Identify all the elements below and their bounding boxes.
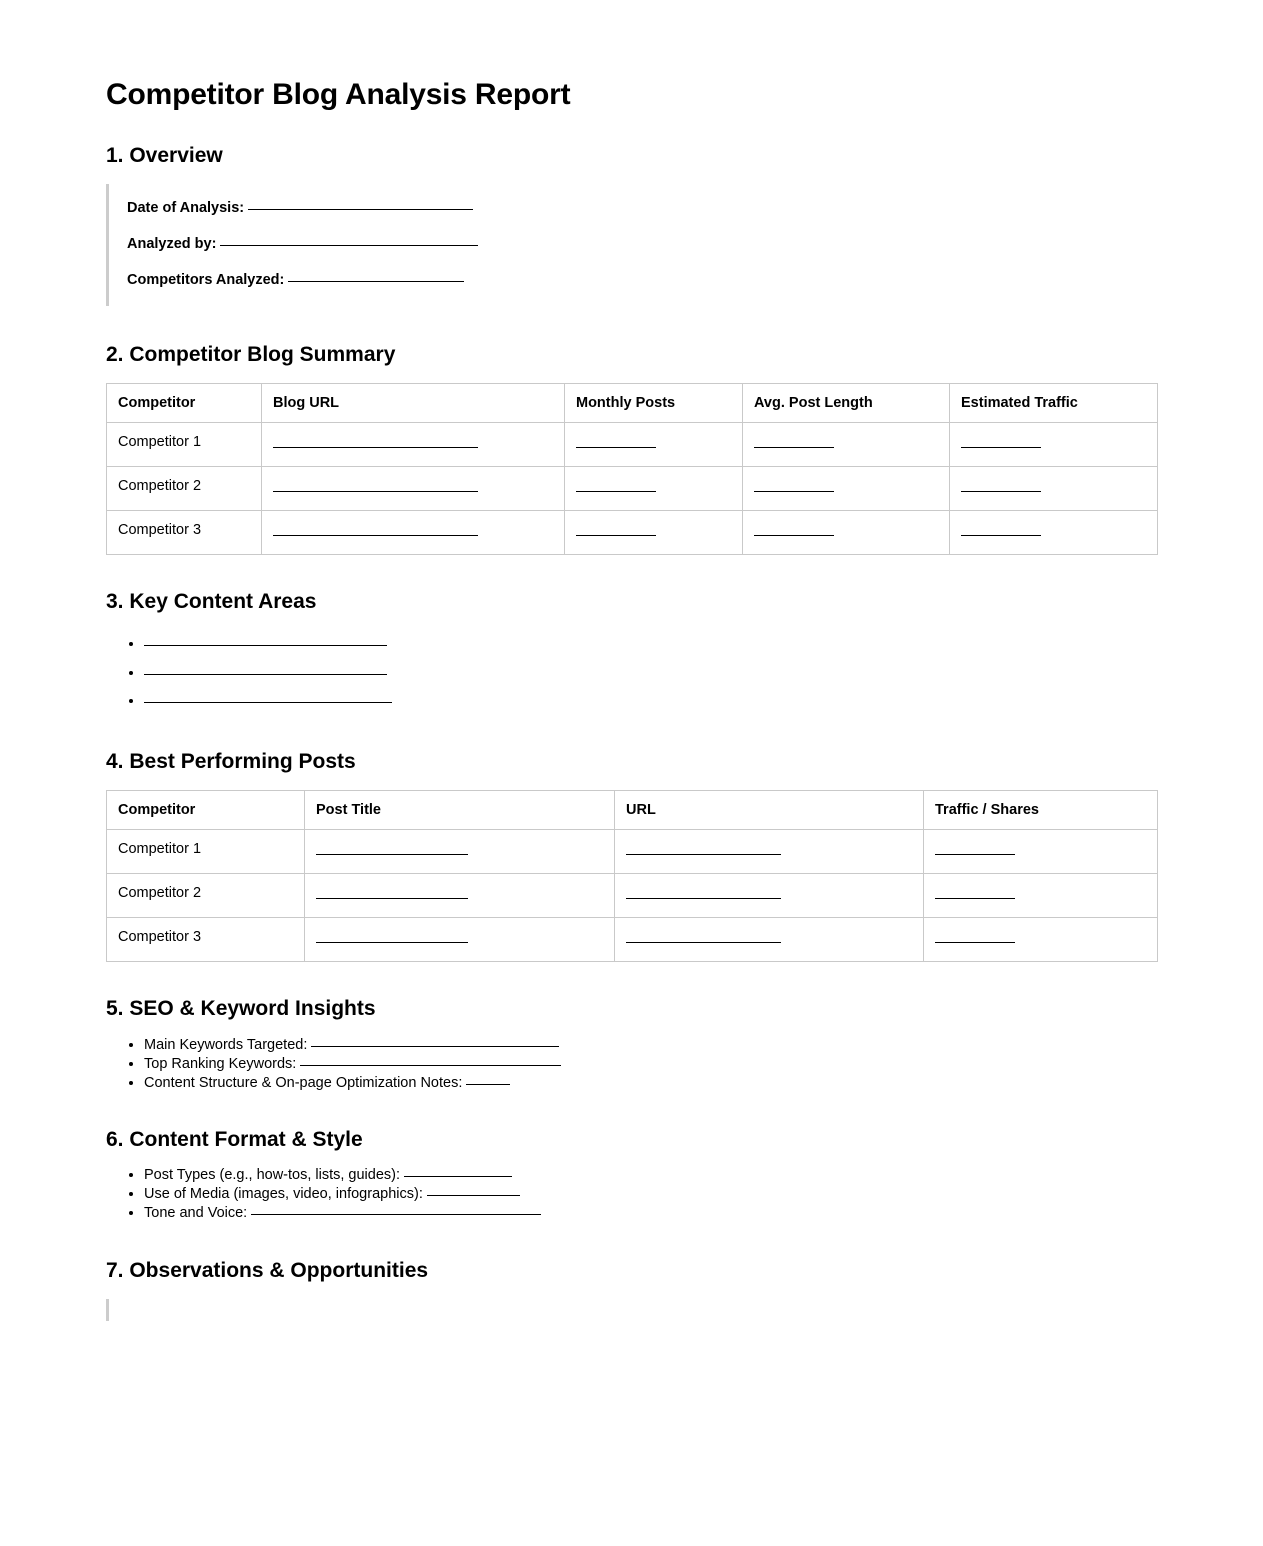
column-header-blog-url: Blog URL: [262, 384, 565, 423]
blank-traffic-shares[interactable]: [935, 854, 1015, 855]
section-heading-competitor-blog-summary: 2. Competitor Blog Summary: [106, 342, 396, 366]
section-heading-observations-opportunities: 7. Observations & Opportunities: [106, 1258, 429, 1282]
section-heading-seo-keyword-insights: 5. SEO & Keyword Insights: [106, 997, 376, 1021]
cell-url[interactable]: [615, 830, 924, 874]
seo-insights-list: [106, 1036, 1157, 1093]
list-item: [144, 1185, 1157, 1204]
field-competitors-analyzed: [127, 272, 1157, 289]
label-main-keywords-targeted: Main Keywords Targeted:: [144, 1036, 308, 1053]
column-header-monthly-posts: Monthly Posts: [565, 384, 743, 423]
blank-top-ranking-keywords[interactable]: [300, 1065, 561, 1066]
blank-post-title[interactable]: [316, 854, 468, 855]
competitor-blog-summary-table: [106, 383, 1158, 555]
table-row: [107, 423, 1158, 467]
cell-url[interactable]: [615, 918, 924, 962]
blank-key-content-area[interactable]: [144, 702, 392, 703]
cell-blog-url[interactable]: [262, 511, 565, 555]
cell-traffic-shares[interactable]: [924, 918, 1158, 962]
list-item[interactable]: [144, 659, 1157, 687]
blank-blog-url[interactable]: [273, 447, 478, 448]
blank-post-types[interactable]: [404, 1176, 512, 1177]
label-post-types: Post Types (e.g., how-tos, lists, guides):: [144, 1167, 401, 1184]
blank-monthly-posts[interactable]: [576, 447, 656, 448]
blank-tone-and-voice[interactable]: [251, 1214, 541, 1215]
list-item: [144, 1036, 1157, 1055]
field-blank-date-of-analysis[interactable]: [248, 209, 473, 210]
list-item: [144, 1204, 1157, 1223]
content-format-style-list: [106, 1166, 1157, 1223]
blank-url[interactable]: [626, 898, 781, 899]
section-heading-content-format-style: 6. Content Format & Style: [106, 1128, 363, 1152]
list-item[interactable]: [144, 687, 1157, 715]
blank-estimated-traffic[interactable]: [961, 491, 1041, 492]
cell-post-title[interactable]: [305, 874, 615, 918]
list-item[interactable]: [144, 630, 1157, 658]
cell-estimated-traffic[interactable]: [950, 511, 1158, 555]
field-analyzed-by: [127, 236, 1157, 253]
blank-monthly-posts[interactable]: [576, 535, 656, 536]
cell-avg-post-length[interactable]: [743, 423, 950, 467]
key-content-areas-list: [106, 630, 1157, 715]
cell-post-title[interactable]: [305, 918, 615, 962]
observations-quote-block[interactable]: [106, 1299, 1157, 1321]
cell-monthly-posts[interactable]: [565, 467, 743, 511]
table-row: [107, 874, 1158, 918]
blank-url[interactable]: [626, 854, 781, 855]
cell-traffic-shares[interactable]: [924, 830, 1158, 874]
list-item: [144, 1166, 1157, 1185]
cell-competitor-name: Competitor 2: [107, 467, 262, 511]
cell-competitor-name: Competitor 1: [107, 830, 305, 874]
list-item: [144, 1074, 1157, 1093]
blank-estimated-traffic[interactable]: [961, 447, 1041, 448]
cell-blog-url[interactable]: [262, 467, 565, 511]
table-row: [107, 511, 1158, 555]
cell-url[interactable]: [615, 874, 924, 918]
blank-avg-post-length[interactable]: [754, 447, 834, 448]
cell-avg-post-length[interactable]: [743, 511, 950, 555]
overview-quote-block: [106, 184, 1157, 306]
field-label-analyzed-by: Analyzed by:: [127, 236, 217, 253]
column-header-url: URL: [615, 791, 924, 830]
field-blank-analyzed-by[interactable]: [220, 245, 478, 246]
cell-avg-post-length[interactable]: [743, 467, 950, 511]
cell-competitor-name: Competitor 1: [107, 423, 262, 467]
blank-key-content-area[interactable]: [144, 674, 387, 675]
column-header-competitor: Competitor: [107, 384, 262, 423]
table-row: [107, 830, 1158, 874]
cell-estimated-traffic[interactable]: [950, 423, 1158, 467]
field-label-competitors-analyzed: Competitors Analyzed:: [127, 272, 285, 289]
field-date-of-analysis: [127, 200, 1157, 217]
cell-competitor-name: Competitor 3: [107, 511, 262, 555]
list-item: [144, 1055, 1157, 1074]
cell-blog-url[interactable]: [262, 423, 565, 467]
best-performing-posts-table: [106, 790, 1158, 962]
blank-post-title[interactable]: [316, 942, 468, 943]
blank-content-structure-notes[interactable]: [466, 1084, 510, 1085]
blank-key-content-area[interactable]: [144, 645, 387, 646]
field-label-date-of-analysis: Date of Analysis:: [127, 199, 245, 216]
label-tone-and-voice: Tone and Voice:: [144, 1205, 248, 1222]
blank-use-of-media[interactable]: [427, 1195, 520, 1196]
cell-estimated-traffic[interactable]: [950, 467, 1158, 511]
blank-post-title[interactable]: [316, 898, 468, 899]
column-header-avg-post-length: Avg. Post Length: [743, 384, 950, 423]
section-heading-best-performing-posts: 4. Best Performing Posts: [106, 750, 356, 774]
label-use-of-media: Use of Media (images, video, infographics):: [144, 1186, 423, 1203]
blank-traffic-shares[interactable]: [935, 942, 1015, 943]
blank-blog-url[interactable]: [273, 535, 478, 536]
blank-traffic-shares[interactable]: [935, 898, 1015, 899]
cell-competitor-name: Competitor 3: [107, 918, 305, 962]
cell-traffic-shares[interactable]: [924, 874, 1158, 918]
table-header-row: [107, 791, 1158, 830]
table-row: [107, 918, 1158, 962]
cell-monthly-posts[interactable]: [565, 423, 743, 467]
blank-main-keywords-targeted[interactable]: [311, 1046, 559, 1047]
label-content-structure-notes: Content Structure & On-page Optimization Notes:: [144, 1074, 463, 1091]
cell-competitor-name: Competitor 2: [107, 874, 305, 918]
table-header-row: [107, 384, 1158, 423]
column-header-traffic-shares: Traffic / Shares: [924, 791, 1158, 830]
column-header-estimated-traffic: Estimated Traffic: [950, 384, 1158, 423]
table-row: [107, 467, 1158, 511]
blank-monthly-posts[interactable]: [576, 491, 656, 492]
section-heading-overview: 1. Overview: [106, 143, 223, 167]
page-title: Competitor Blog Analysis Report: [106, 78, 571, 111]
blank-blog-url[interactable]: [273, 491, 478, 492]
cell-monthly-posts[interactable]: [565, 511, 743, 555]
column-header-competitor: Competitor: [107, 791, 305, 830]
cell-post-title[interactable]: [305, 830, 615, 874]
blank-avg-post-length[interactable]: [754, 491, 834, 492]
field-blank-competitors-analyzed[interactable]: [288, 281, 464, 282]
label-top-ranking-keywords: Top Ranking Keywords:: [144, 1055, 297, 1072]
blank-avg-post-length[interactable]: [754, 535, 834, 536]
blank-url[interactable]: [626, 942, 781, 943]
column-header-post-title: Post Title: [305, 791, 615, 830]
blank-estimated-traffic[interactable]: [961, 535, 1041, 536]
section-heading-key-content-areas: 3. Key Content Areas: [106, 590, 317, 614]
